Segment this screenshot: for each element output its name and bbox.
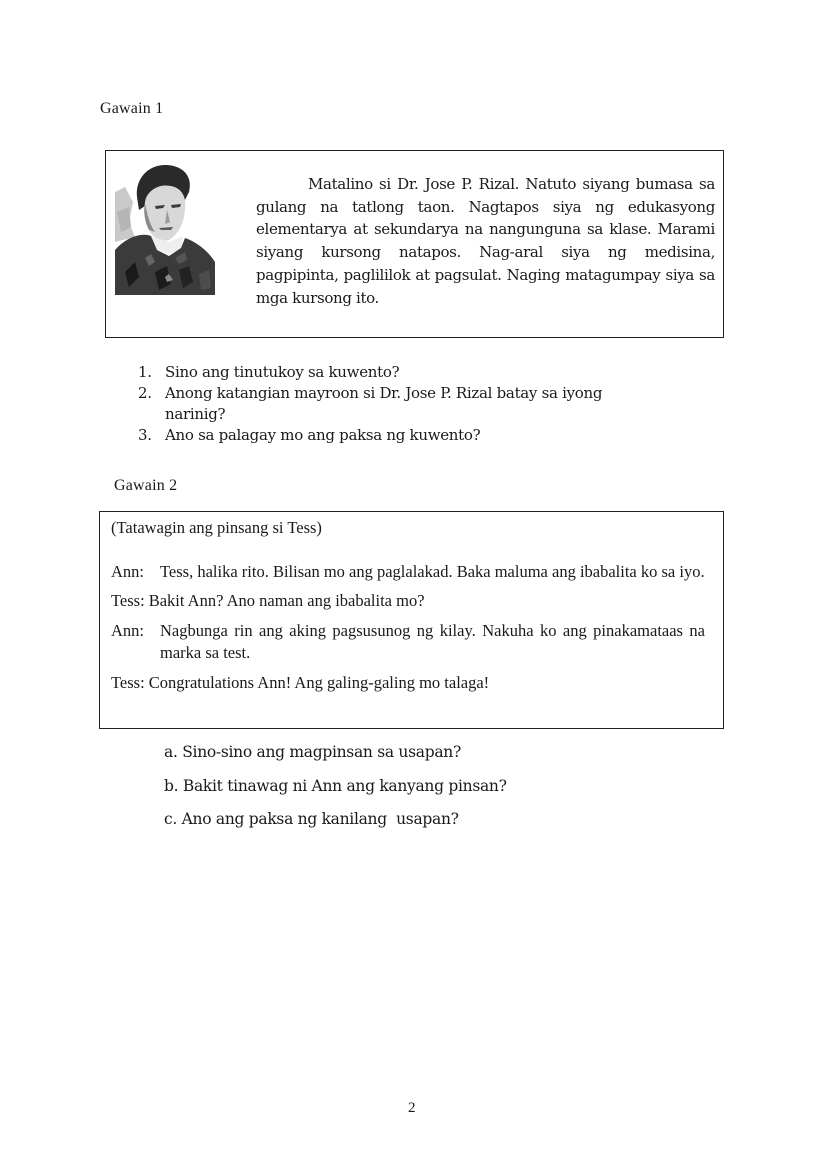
dialogue-text: Congratulations Ann! Ang galing-galing mo talaga!	[148, 672, 490, 692]
gawain-2-question-c	[164, 809, 459, 829]
question-letter: b.	[164, 777, 179, 795]
gawain-1-story-box	[105, 150, 724, 338]
speaker-label: Ann:	[111, 561, 144, 581]
page-number: 2	[408, 1100, 416, 1116]
speaker-label: Ann:	[111, 620, 144, 640]
question-text: Ano ang paksa ng kanilang usapan?	[181, 810, 459, 828]
gawain-2-question-b	[164, 776, 507, 796]
stage-direction: (Tatawagin ang pinsang si Tess)	[111, 518, 322, 537]
dialogue-text: Nagbunga rin ang aking pagsusunog ng kilay. Nakuha ko ang pinakamataas na marka sa test.	[160, 620, 705, 662]
question-text: Sino-sino ang magpinsan sa usapan?	[182, 743, 461, 761]
question-text: Anong katangian mayroon si Dr. Jose P. Rizal batay sa iyong narinig?	[165, 384, 603, 423]
gawain-2-heading: Gawain 2	[114, 477, 178, 494]
dialogue-line	[111, 561, 705, 584]
question-text: Sino ang tinutukoy sa kuwento?	[165, 363, 400, 381]
dialogue-text: Tess, halika rito. Bilisan mo ang paglalakad. Baka maluma ang ibabalita ko sa iyo.	[160, 561, 705, 581]
speaker-label: Tess:	[111, 672, 145, 692]
question-letter: c.	[164, 810, 178, 828]
dialogue-text: Bakit Ann? Ano naman ang ibabalita mo?	[148, 591, 425, 610]
gawain-1-heading: Gawain 1	[100, 100, 164, 117]
gawain-2-question-a	[164, 742, 461, 762]
question-number: 2.	[138, 384, 152, 402]
question-text: Ano sa palagay mo ang paksa ng kuwento?	[165, 426, 481, 444]
question-item	[138, 362, 678, 383]
dialogue-line	[111, 590, 705, 613]
story-paragraph: Matalino si Dr. Jose P. Rizal. Natuto siyang bumasa sa gulang na tatlong taon. Nagtapos siya ng edukasyong elementarya at sekundarya na nangunguna sa klase. Marami siyang kursong natapos. Nag-aral siya ng medisina, pagpipinta, paglililok at pagsulat. Naging matagumpay siya sa mga kursong ito.	[256, 175, 715, 307]
jose-rizal-portrait-image	[115, 162, 215, 295]
dialogue-line	[111, 620, 705, 665]
gawain-2-dialogue-box	[99, 511, 724, 729]
dialogue-line	[111, 672, 705, 695]
question-item	[138, 425, 678, 446]
speaker-label: Tess:	[111, 591, 145, 610]
gawain-1-questions	[138, 362, 678, 446]
question-number: 1.	[138, 363, 152, 381]
question-letter: a.	[164, 743, 178, 761]
question-number: 3.	[138, 426, 152, 444]
question-text: Bakit tinawag ni Ann ang kanyang pinsan?	[182, 777, 507, 795]
question-item	[138, 383, 662, 425]
